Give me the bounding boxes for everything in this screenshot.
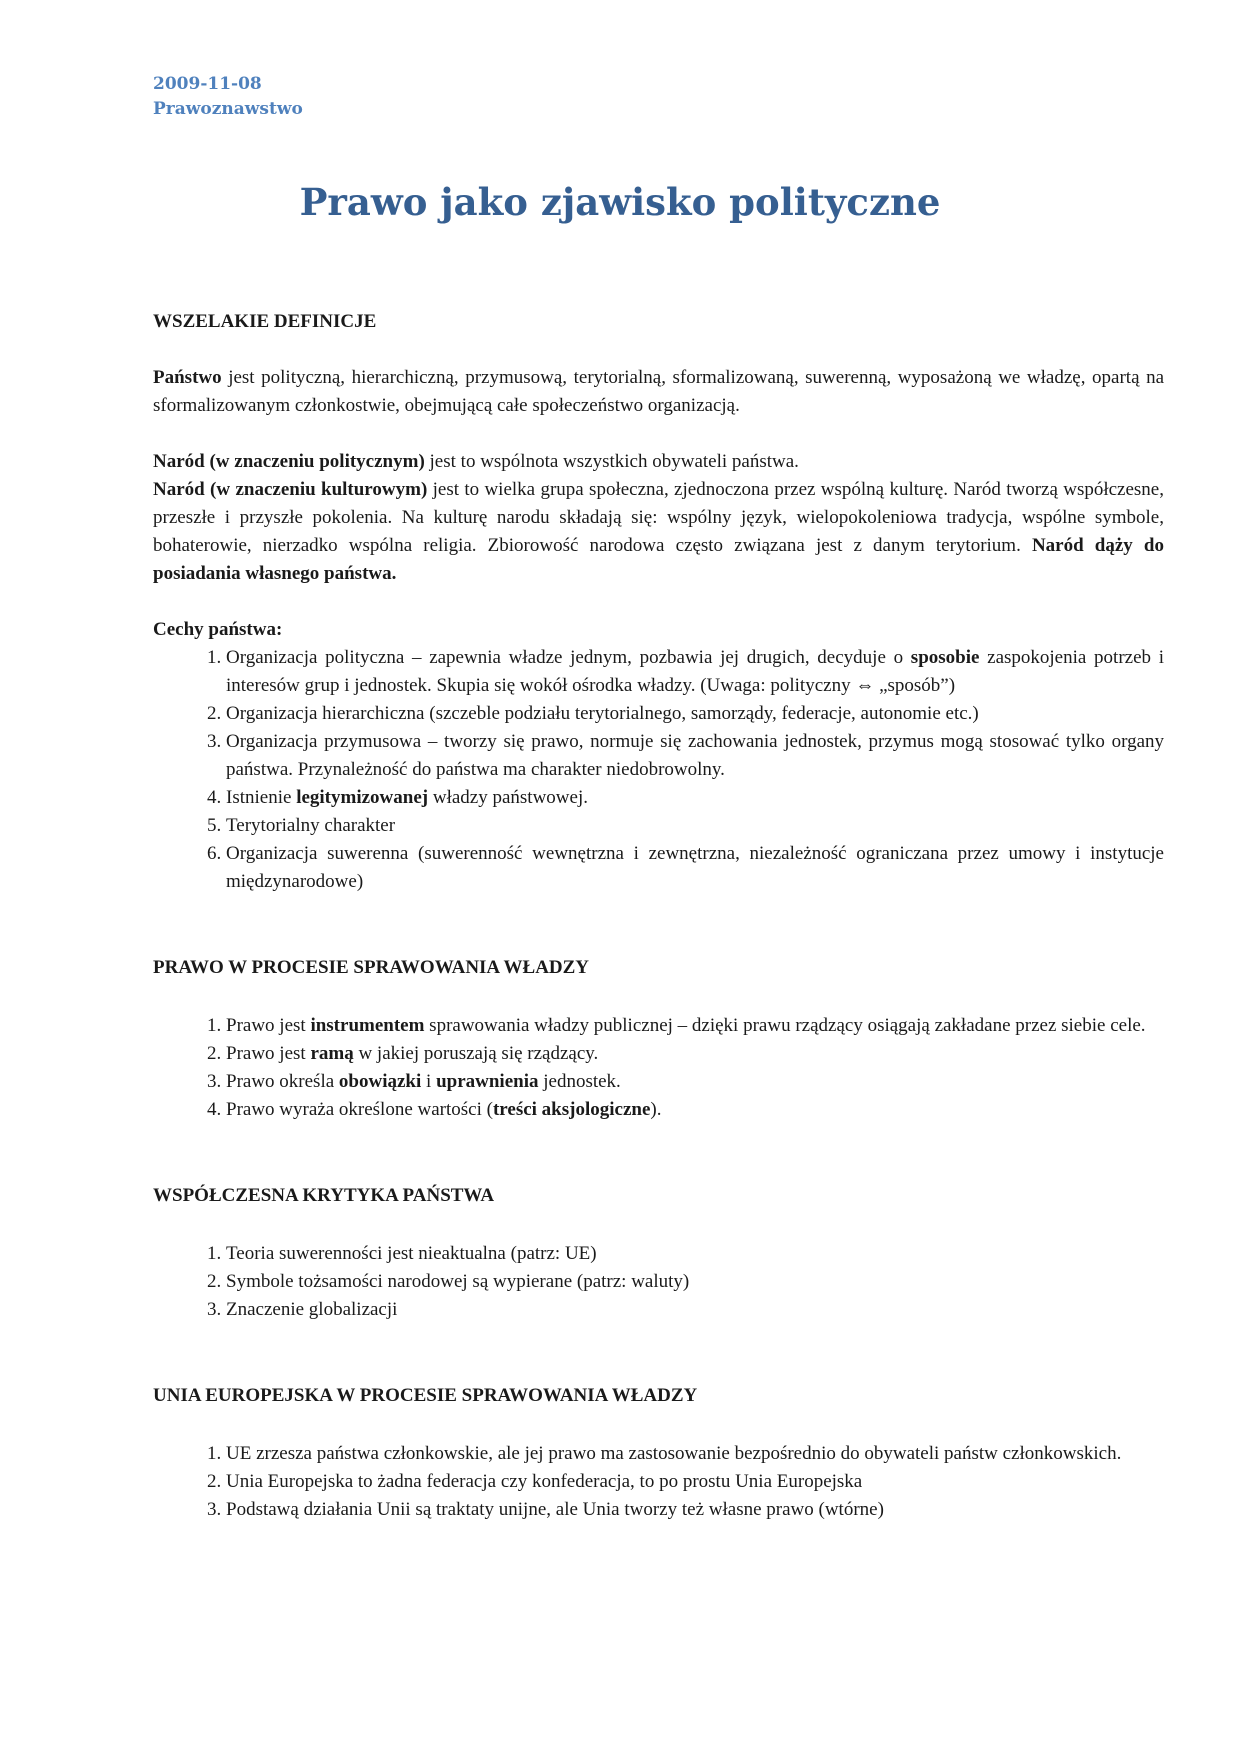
list-item: 3. Znaczenie globalizacji	[226, 1296, 1164, 1324]
feature-4-rest: władzy państwowej.	[428, 787, 588, 808]
list-item: 2. Unia Europejska to żadna federacja czy konfederacja, to po prostu Unia Europejska	[226, 1468, 1164, 1496]
list-item: 2. Symbole tożsamości narodowej są wypierane (patrz: waluty)	[226, 1268, 1164, 1296]
prawo-2-text: Prawo jest	[226, 1043, 311, 1064]
list-item	[226, 1068, 1164, 1096]
feature-4-bold: legitymizowanej	[296, 787, 429, 808]
ue-list	[153, 1440, 1164, 1524]
definition-narod-kulturowy-text: jest to wielka grupa społeczna, zjednoczona przez wspólną kulturę. Naród tworzą współczesne, przeszłe i przyszłe pokolenia. Na kulturę narodu składają się: wspólny język, wielopokoleniowa tradycja, wspólne symbole, bohaterowie, nierzadko wspólna religia. Zbiorowość narodowa często związana jest z danym terytorium.	[153, 479, 1164, 556]
page-header	[153, 72, 303, 122]
list-item: 3. Organizacja przymusowa – tworzy się prawo, normuje się zachowania jednostek, przymus mogą stosować tylko organy państwa. Przynależność do państwa ma charakter niedobrowolny.	[226, 728, 1164, 784]
prawo-3-bold-2: uprawnienia	[436, 1071, 539, 1092]
prawo-4-text: Prawo wyraża określone wartości (	[226, 1099, 493, 1120]
feature-4-text: Istnienie	[226, 787, 297, 808]
list-item	[226, 1096, 1164, 1124]
prawo-3-bold-1: obowiązki	[338, 1071, 422, 1092]
prawo-list	[153, 1012, 1164, 1124]
definition-narod-kulturowy	[153, 476, 1164, 588]
prawo-3-and: i	[421, 1071, 437, 1092]
list-item: 1. Teoria suwerenności jest nieaktualna (patrz: UE)	[226, 1240, 1164, 1268]
document-body	[153, 308, 1164, 1524]
prawo-2-bold: ramą	[310, 1043, 354, 1064]
definition-panstwo	[153, 364, 1164, 420]
prawo-1-text: Prawo jest	[226, 1015, 311, 1036]
feature-1-rest: zaspokojenia potrzeb i interesów grup i jednostek. Skupia się wokół ośrodka władzy. (Uwaga: polityczny ⇔ „sposób”)	[226, 647, 1164, 696]
prawo-4-rest: ).	[650, 1099, 662, 1120]
prawo-1-rest: sprawowania władzy publicznej – dzięki prawu rządzący osiągają zakładane przez siebie cele.	[424, 1015, 1146, 1036]
term-narod-polityczny: Naród (w znaczeniu politycznym)	[153, 451, 425, 472]
definition-narod-polityczny	[153, 448, 1164, 476]
list-item: 2. Organizacja hierarchiczna (szczeble podziału terytorialnego, samorządy, federacje, autonomie etc.)	[226, 700, 1164, 728]
list-item: 6. Organizacja suwerenna (suwerenność wewnętrzna i zewnętrzna, niezależność ograniczana przez umowy i instytucje międzynarodowe)	[226, 840, 1164, 896]
section-heading-prawo: PRAWO W PROCESIE SPRAWOWANIA WŁADZY	[153, 957, 590, 978]
list-item	[226, 784, 1164, 812]
section-heading-definitions: WSZELAKIE DEFINICJE	[153, 311, 377, 332]
definition-narod-emphasis: Naród dąży do posiadania własnego państwa.	[153, 535, 1164, 584]
term-panstwo: Państwo	[153, 367, 222, 388]
list-item: 5. Terytorialny charakter	[226, 812, 1164, 840]
feature-1-bold: sposobie	[910, 647, 980, 668]
prawo-4-bold: treści aksjologiczne	[492, 1099, 651, 1120]
list-item: 3. Podstawą działania Unii są traktaty unijne, ale Unia tworzy też własne prawo (wtórne)	[226, 1496, 1164, 1524]
krytyka-list	[153, 1240, 1164, 1324]
list-item	[226, 644, 1164, 700]
list-item	[226, 1012, 1164, 1040]
header-subject: Prawoznawstwo	[153, 99, 303, 119]
section-heading-ue: UNIA EUROPEJSKA W PROCESIE SPRAWOWANIA WŁADZY	[153, 1385, 698, 1406]
features-list	[153, 644, 1164, 896]
feature-1-text: Organizacja polityczna – zapewnia władze jednym, pozbawia jej drugich, decyduje o	[226, 647, 911, 668]
document-title: Prawo jako zjawisko polityczne	[299, 180, 941, 224]
prawo-2-rest: w jakiej poruszają się rządzący.	[353, 1043, 599, 1064]
prawo-3-text: Prawo określa	[226, 1071, 339, 1092]
list-item: 1. UE zrzesza państwa członkowskie, ale jej prawo ma zastosowanie bezpośrednio do obywateli państw członkowskich.	[226, 1440, 1164, 1468]
list-item	[226, 1040, 1164, 1068]
definition-narod-polityczny-text: jest to wspólnota wszystkich obywateli państwa.	[424, 451, 799, 472]
term-narod-kulturowy: Naród (w znaczeniu kulturowym)	[153, 479, 428, 500]
section-heading-krytyka: WSPÓŁCZESNA KRYTYKA PAŃSTWA	[153, 1185, 495, 1206]
prawo-1-bold: instrumentem	[310, 1015, 425, 1036]
features-heading: Cechy państwa:	[153, 619, 283, 640]
prawo-3-rest: jednostek.	[538, 1071, 621, 1092]
header-date: 2009-11-08	[153, 74, 262, 94]
definition-panstwo-text: jest polityczną, hierarchiczną, przymusową, terytorialną, sformalizowaną, suwerenną, wyposażoną we władzę, opartą na sformalizowanym członkostwie, obejmującą całe społeczeństwo organizacją.	[153, 367, 1164, 416]
